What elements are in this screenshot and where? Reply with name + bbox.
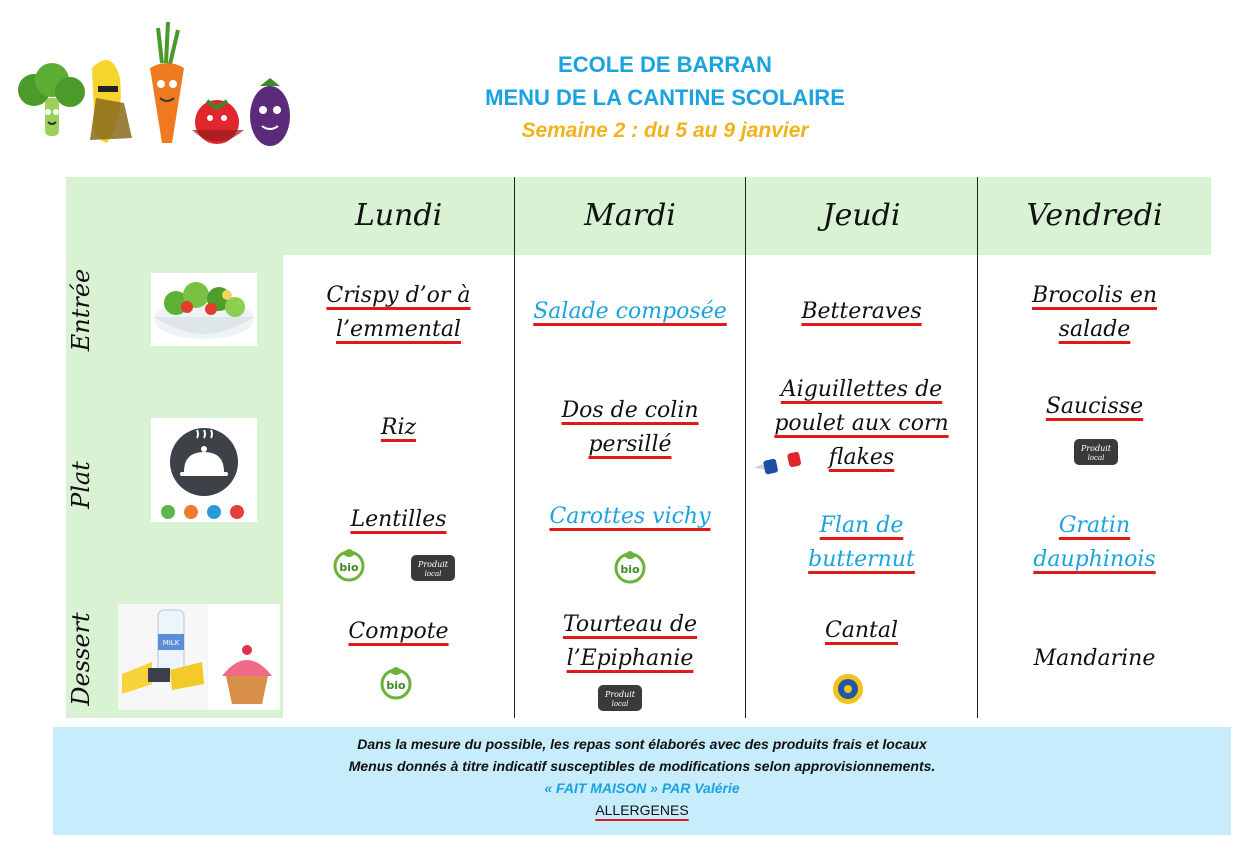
eggplant-icon	[250, 78, 290, 146]
svg-text:local: local	[611, 700, 629, 708]
broccoli-icon	[18, 63, 85, 136]
dish-entree-mardi: Salade composée	[533, 299, 727, 324]
footer-notice	[53, 727, 1231, 835]
dish-dessert-vendredi: Mandarine	[1033, 646, 1156, 671]
day-header-vendredi: Vendredi	[1026, 198, 1163, 233]
svg-text:bio: bio	[386, 679, 406, 692]
page-header	[430, 48, 900, 147]
footer-line-fresh-products: Dans la mesure du possible, les repas sont élaborés avec des produits frais et locaux	[357, 736, 927, 752]
dish-dessert-mardi: Tourteau de l’Epiphanie	[562, 612, 698, 671]
svg-text:Produit: Produit	[1080, 444, 1112, 453]
dairy-cupcake-icon	[118, 604, 280, 710]
page-title: MENU DE LA CANTINE SCOLAIRE	[485, 85, 845, 110]
bio-label-icon	[611, 548, 649, 586]
salad-bowl-icon	[151, 273, 257, 346]
tomato-icon	[192, 100, 244, 144]
bio-label-icon	[330, 546, 368, 584]
day-header-mardi: Mardi	[584, 198, 676, 233]
vegetable-mascots-illustration	[12, 18, 302, 153]
svg-text:bio: bio	[339, 561, 359, 574]
dish-plat-lundi: Riz	[380, 415, 417, 440]
dish-plat-mardi: Dos de colin persillé	[561, 398, 699, 457]
svg-text:MILK: MILK	[162, 639, 180, 647]
day-header-lundi: Lundi	[354, 198, 443, 233]
allergens-link[interactable]: ALLERGENES	[595, 802, 689, 818]
dish-entree-lundi: Crispy d’or à l’emmental	[326, 283, 471, 342]
dish-entree-vendredi: Brocolis en salade	[1031, 283, 1158, 342]
dish-entree-jeudi: Betteraves	[801, 299, 922, 324]
row-label-entree: Entrée	[67, 268, 95, 352]
local-product-label-icon	[409, 552, 457, 584]
dish-accomp-lundi: Lentilles	[350, 507, 447, 532]
local-product-label-icon	[596, 682, 644, 714]
dish-plat-jeudi: Aiguillettes de poulet aux corn flakes	[774, 377, 949, 470]
dish-accomp-jeudi: Flan de butternut	[808, 513, 915, 572]
footer-line-disclaimer: Menus donnés à titre indicatif susceptibles de modifications selon approvisionnements.	[348, 758, 936, 774]
aop-label-icon	[831, 672, 865, 706]
banana-icon	[90, 60, 132, 143]
column-divider	[977, 177, 978, 718]
french-flag-origin-icon	[752, 452, 804, 476]
dish-dessert-lundi: Compote	[348, 619, 449, 644]
svg-text:bio: bio	[620, 563, 640, 576]
svg-text:Produit: Produit	[604, 690, 636, 699]
footer-line-homemade: « FAIT MAISON » PAR Valérie	[544, 780, 740, 796]
row-label-dessert: Dessert	[67, 612, 95, 706]
day-header-jeudi: Jeudi	[822, 198, 901, 233]
svg-text:Produit: Produit	[417, 560, 449, 569]
dish-accomp-mardi: Carottes vichy	[549, 504, 711, 529]
dish-accomp-vendredi: Gratin dauphinois	[1033, 513, 1156, 572]
carrot-icon	[150, 22, 184, 143]
dish-dessert-jeudi: Cantal	[824, 618, 899, 643]
svg-text:local: local	[1087, 454, 1105, 462]
svg-text:local: local	[424, 570, 442, 578]
bio-label-icon	[377, 664, 415, 702]
dish-cloche-icon	[151, 418, 257, 522]
dish-plat-vendredi: Saucisse	[1045, 394, 1144, 419]
school-name: ECOLE DE BARRAN	[558, 52, 772, 77]
week-label: Semaine 2 : du 5 au 9 janvier	[521, 119, 809, 142]
row-label-plat: Plat	[67, 461, 95, 509]
local-product-label-icon	[1072, 436, 1120, 468]
